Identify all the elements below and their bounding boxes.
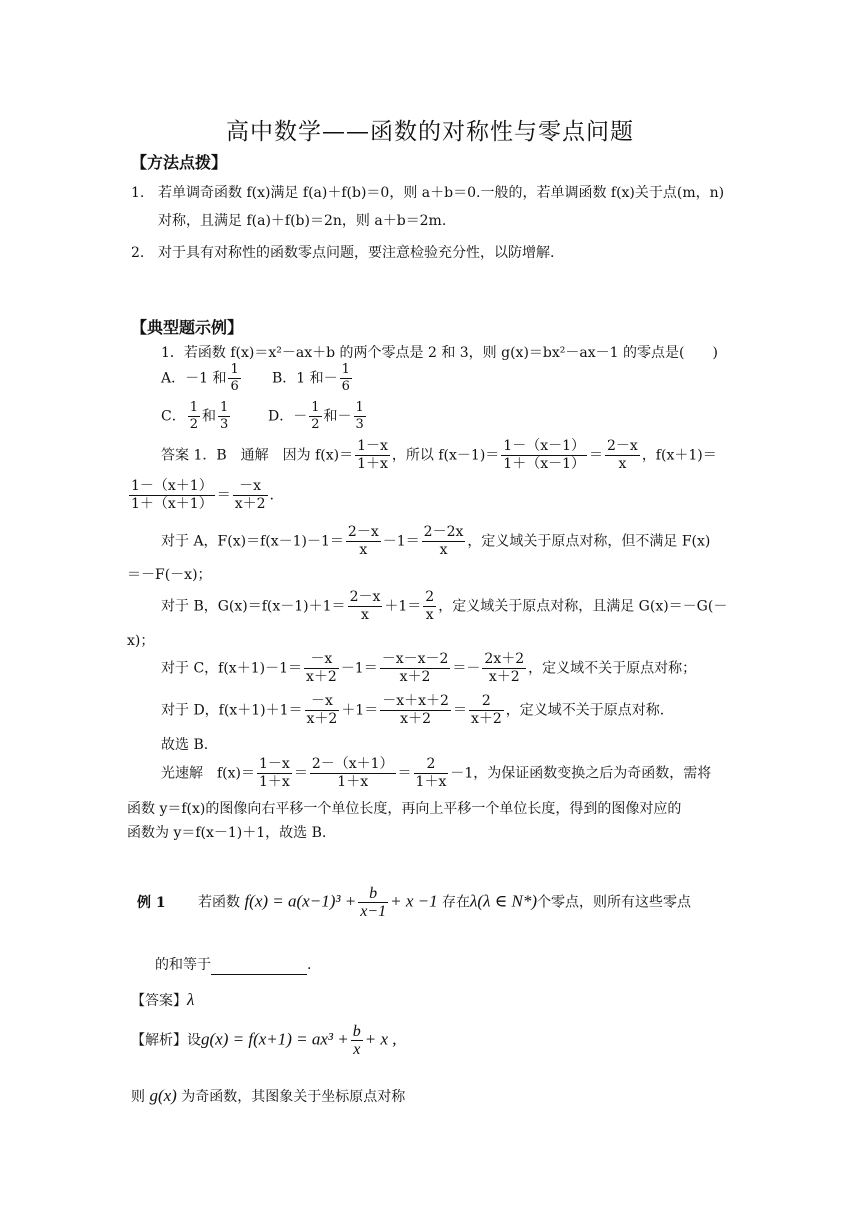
numerator: b xyxy=(352,1023,361,1040)
denominator: 1＋（x－1） xyxy=(503,456,585,472)
numerator: 1－x xyxy=(259,756,290,772)
option-b-denominator: 6 xyxy=(341,379,350,394)
fraction xyxy=(423,589,436,624)
option-c-and: 和 xyxy=(202,408,216,425)
formula: g(x) = f(x+1) = ax³ + xyxy=(201,1029,349,1049)
answer-text: 对于 A，F(x)＝f(x－1)－1＝ xyxy=(161,533,344,550)
fraction xyxy=(414,756,449,791)
option-c-label: C． xyxy=(161,408,186,425)
answer-line-1 xyxy=(161,438,717,473)
fraction xyxy=(358,885,388,920)
denominator: x−1 xyxy=(360,903,387,920)
numerator: 2－（x＋1） xyxy=(311,756,394,772)
example-1-solution xyxy=(131,1023,397,1058)
option-d-fraction-2 xyxy=(354,400,366,433)
answer-text: ，f(x＋1)＝ xyxy=(641,447,717,464)
fraction xyxy=(257,756,292,791)
denominator: x＋2 xyxy=(305,669,337,685)
fraction xyxy=(233,478,268,513)
section-heading-method: 【方法点拨】 xyxy=(131,153,228,172)
answer-text: －1，为保证函数变换之后为奇函数，需将 xyxy=(450,765,712,782)
numerator: 2x＋2 xyxy=(484,651,525,667)
numerator: 2－x xyxy=(347,524,379,540)
fraction xyxy=(501,438,587,473)
analysis-b-line-2: x)； xyxy=(127,633,155,649)
answer-text: ＝－ xyxy=(452,660,481,677)
answer-text: ＝ xyxy=(452,702,467,719)
example-1-line-2 xyxy=(155,955,311,975)
question-1-stem: 1．若函数 f(x)＝x²－ax＋b 的两个零点是 2 和 3，则 g(x)＝bx²－ax－1 的零点是( ) xyxy=(161,345,718,361)
numerator: －x xyxy=(304,651,339,669)
example-1-conclusion xyxy=(131,1086,405,1107)
denominator: x＋2 xyxy=(400,711,431,727)
answer-text: ，定义域关于原点对称，且满足 G(x)＝－G(－ xyxy=(438,598,728,615)
method-item-2-number: 2. xyxy=(131,245,145,261)
fraction xyxy=(380,693,451,728)
fast-solution xyxy=(161,756,711,791)
fraction xyxy=(380,651,451,686)
numerator: 1－（x＋1） xyxy=(131,478,213,494)
option-b-label: B．1 和－ xyxy=(272,370,338,387)
example-text: 个零点，则所有这些零点 xyxy=(537,894,692,911)
answer-text: ＋1＝ xyxy=(384,598,422,615)
option-a-denominator: 6 xyxy=(230,379,239,394)
fraction xyxy=(129,478,215,513)
fast-solution-line-3: 函数为 y＝f(x－1)＋1，故选 B. xyxy=(127,825,327,841)
page-title: 高中数学——函数的对称性与零点问题 xyxy=(226,119,634,145)
denominator: x＋2 xyxy=(488,669,520,685)
section-heading-examples: 【典型题示例】 xyxy=(131,318,244,337)
option-d-numerator-2: 1 xyxy=(355,400,364,415)
example-text: . xyxy=(307,957,312,973)
numerator: －x xyxy=(233,478,268,496)
fraction xyxy=(348,589,383,624)
answer-line-2 xyxy=(127,478,274,513)
option-d-label: D．－ xyxy=(268,408,308,425)
analysis-c xyxy=(161,651,696,686)
option-c xyxy=(161,400,232,433)
denominator: x xyxy=(361,607,369,623)
answer-text: 对于 C，f(x＋1)－1＝ xyxy=(161,660,302,677)
example-1-answer xyxy=(131,990,194,1011)
fraction xyxy=(351,1023,363,1058)
analysis-a-line-2: ＝－F(－x)； xyxy=(127,567,212,583)
denominator: x xyxy=(618,456,627,472)
denominator: x＋2 xyxy=(306,711,338,727)
option-b-fraction xyxy=(340,362,352,395)
answer-text: 答案 1．B 通解 因为 f(x)＝ xyxy=(161,447,354,464)
answer-text: ＝ xyxy=(293,765,308,782)
option-b-numerator: 1 xyxy=(341,362,350,377)
denominator: x xyxy=(359,542,368,558)
answer-value: λ xyxy=(187,990,195,1009)
denominator: 1＋x xyxy=(337,774,369,790)
fraction xyxy=(355,438,390,473)
denominator: x xyxy=(439,542,448,558)
numerator: 2 xyxy=(425,589,435,605)
answer-text: 对于 D，f(x＋1)＋1＝ xyxy=(161,702,303,719)
formula: + x , xyxy=(364,1029,397,1049)
fraction xyxy=(605,438,640,473)
fraction xyxy=(304,651,339,686)
option-c-numerator-2: 1 xyxy=(220,400,229,415)
text: 为奇函数，其图象关于坐标原点对称 xyxy=(181,1089,406,1105)
answer-text: ＋1＝ xyxy=(341,702,379,719)
answer-blank[interactable] xyxy=(211,960,307,975)
method-item-1-line-1: 若单调奇函数 f(x)满足 f(a)＋f(b)＝0，则 a＋b＝0.一般的，若单调函数 f(x)关于点(m，n) xyxy=(158,185,725,201)
method-item-1-line-2: 对称，且满足 f(a)＋f(b)＝2n，则 a＋b＝2m. xyxy=(158,213,447,229)
answer-choice: 故选 B. xyxy=(161,737,209,753)
formula: f(x) = a(x−1)³ + xyxy=(244,891,357,911)
fraction xyxy=(422,524,466,559)
denominator: x＋2 xyxy=(470,711,502,727)
numerator: b xyxy=(358,885,388,903)
answer-text: －1＝ xyxy=(340,660,378,677)
example-text: 存在 xyxy=(442,894,471,911)
numerator: 1－x xyxy=(357,438,388,454)
denominator: 1＋x xyxy=(259,774,290,790)
answer-text: ，定义域不关于原点对称； xyxy=(528,660,697,677)
example-text: 若函数 xyxy=(198,894,240,911)
formula: + x −1 xyxy=(390,891,438,911)
option-b xyxy=(272,362,354,395)
answer-text: . xyxy=(269,487,274,504)
numerator: 2－x xyxy=(349,589,381,605)
option-c-denominator-1: 2 xyxy=(189,417,198,432)
option-d-denominator-2: 3 xyxy=(355,417,364,432)
answer-text: ＝ xyxy=(589,447,603,464)
option-d xyxy=(268,400,368,433)
analysis-a xyxy=(161,524,710,559)
numerator: 2－x xyxy=(607,438,638,454)
numerator: －x＋x＋2 xyxy=(382,693,449,709)
option-d-denominator-1: 2 xyxy=(311,417,320,432)
fraction xyxy=(310,756,396,791)
analysis-b xyxy=(161,589,727,624)
option-c-fraction-2 xyxy=(218,400,230,433)
denominator: x＋2 xyxy=(399,669,431,685)
option-a xyxy=(161,362,243,395)
answer-text: ，所以 f(x－1)＝ xyxy=(391,447,500,464)
numerator: －x－x－2 xyxy=(381,651,449,667)
example-text: 的和等于 xyxy=(155,957,211,973)
numerator: 2 xyxy=(414,756,449,774)
fraction xyxy=(305,693,340,728)
fraction xyxy=(346,524,381,559)
method-item-2: 对于具有对称性的函数零点问题，要注意检验充分性，以防增解. xyxy=(158,245,555,261)
denominator: 1＋（x＋1） xyxy=(131,496,213,512)
denominator: x＋2 xyxy=(234,496,266,512)
option-c-denominator-2: 3 xyxy=(220,417,229,432)
answer-text: ＝ xyxy=(216,487,231,504)
option-c-numerator-1: 1 xyxy=(189,400,198,415)
numerator: －x xyxy=(305,693,340,711)
example-1-stem xyxy=(198,885,691,920)
answer-label: 【答案】 xyxy=(131,993,187,1009)
option-a-fraction xyxy=(228,362,240,395)
option-d-fraction-1 xyxy=(309,400,321,433)
answer-text: ，定义域不关于原点对称. xyxy=(505,702,665,719)
answer-text: 光速解 f(x)＝ xyxy=(161,765,256,782)
option-a-label: A．－1 和 xyxy=(161,370,227,387)
option-d-numerator-1: 1 xyxy=(311,400,320,415)
option-c-fraction-1 xyxy=(188,400,200,433)
solution-label: 【解析】设 xyxy=(131,1032,201,1049)
formula: g(x) xyxy=(149,1086,177,1105)
fast-solution-line-2: 函数 y＝f(x)的图像向右平移一个单位长度，再向上平移一个单位长度，得到的图像对应的 xyxy=(127,801,682,817)
numerator: 1－（x－1） xyxy=(503,438,585,454)
fraction xyxy=(469,693,504,728)
numerator: 2－2x xyxy=(423,524,464,540)
numerator: 2 xyxy=(469,693,504,711)
answer-text: ＝ xyxy=(397,765,412,782)
denominator: x xyxy=(425,607,434,623)
denominator: 1＋x xyxy=(415,774,447,790)
answer-text: －1＝ xyxy=(382,533,420,550)
method-item-1-number: 1. xyxy=(131,185,145,201)
text: 则 xyxy=(131,1089,145,1105)
option-d-and: 和－ xyxy=(323,408,352,425)
denominator: x xyxy=(353,1041,361,1058)
example-1-label: 例 1 xyxy=(137,895,166,911)
analysis-d xyxy=(161,693,664,728)
option-a-numerator: 1 xyxy=(230,362,239,377)
fraction xyxy=(482,651,526,686)
answer-text: ，定义域关于原点对称，但不满足 F(x) xyxy=(467,533,711,550)
denominator: 1＋x xyxy=(357,456,388,472)
lambda-expression: λ(λ ∈ N*) xyxy=(470,891,538,911)
answer-text: 对于 B，G(x)＝f(x－1)＋1＝ xyxy=(161,598,346,615)
